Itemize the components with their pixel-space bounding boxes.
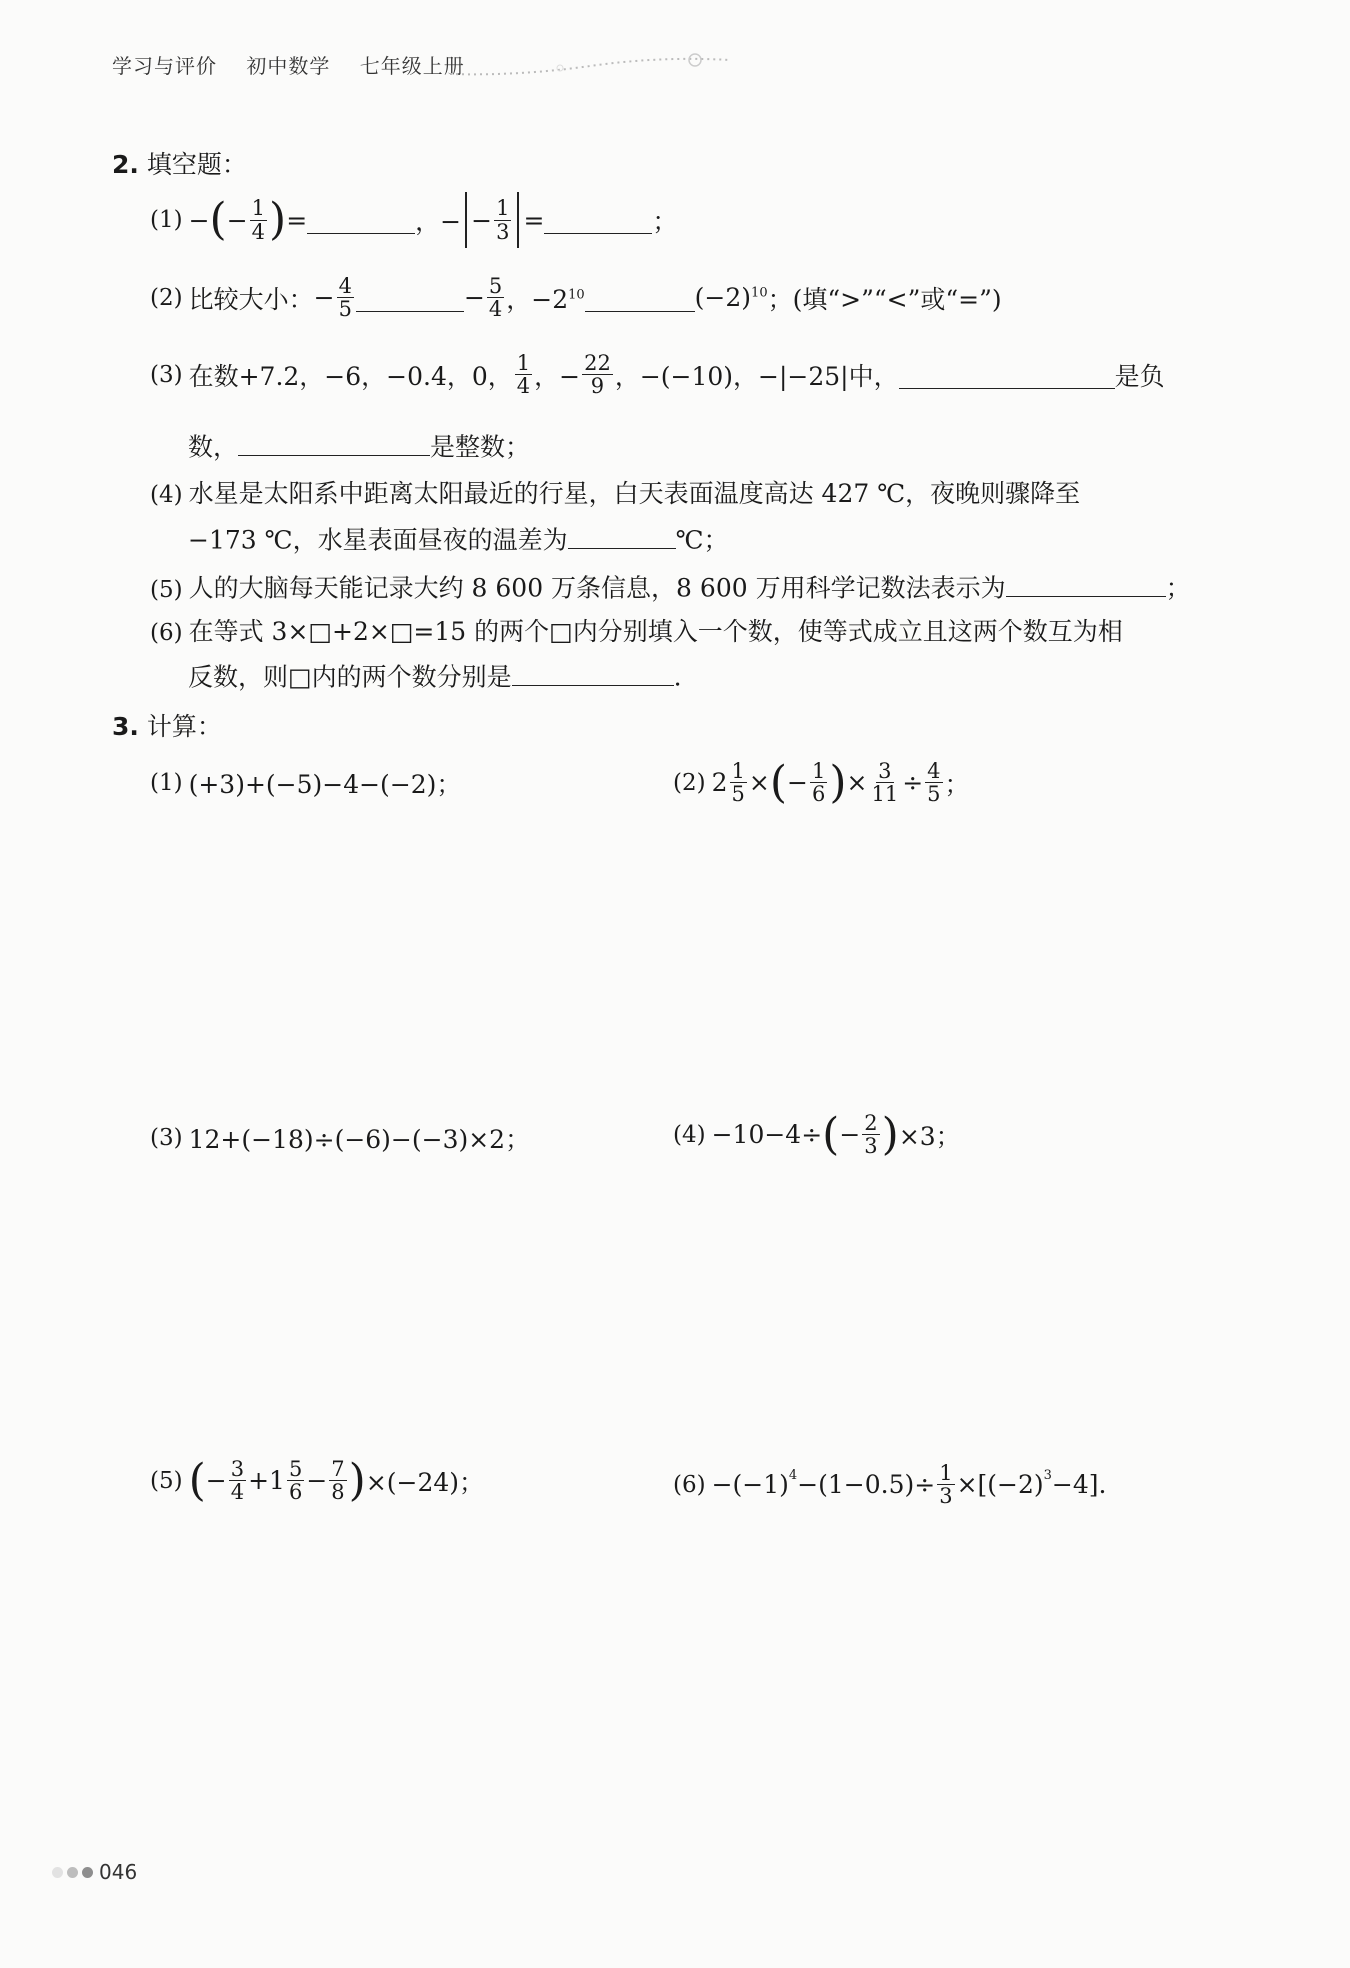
fraction: $\frac{2}{3}$ bbox=[864, 1111, 878, 1159]
fraction: $\frac{1}{4}$ bbox=[516, 351, 531, 399]
footer-dot-icon bbox=[82, 1867, 93, 1878]
footer-dot-icon bbox=[67, 1867, 78, 1878]
section-2-title: 填空题： bbox=[146, 150, 247, 179]
running-header bbox=[112, 50, 487, 79]
question-2-6-cont: 反数，则□内的两个数分别是 . bbox=[188, 657, 682, 694]
section-3-number: 3. bbox=[112, 712, 139, 741]
question-2-1: (1) − ( − $\frac{1}{4}$ ) = ，− − $\frac{1}{3}$ = ； bbox=[150, 192, 677, 248]
section-3-heading bbox=[112, 707, 222, 743]
answer-blank[interactable] bbox=[544, 206, 652, 235]
fraction: $\frac{1}{6}$ bbox=[811, 759, 826, 807]
fraction: $\frac{4}{5}$ bbox=[338, 274, 352, 322]
question-2-3-cont: 数， 是整数； bbox=[188, 427, 530, 464]
answer-blank[interactable] bbox=[307, 206, 415, 235]
answer-blank[interactable] bbox=[238, 427, 430, 456]
footer-dot-icon bbox=[52, 1867, 63, 1878]
fraction: $\frac{1}{3}$ bbox=[496, 196, 510, 244]
question-2-5: (5) 人的大脑每天能记录大约 8 600 万条信息，8 600 万用科学记数法表示为 ； bbox=[150, 568, 1191, 605]
fraction: $\frac{3}{11}$ bbox=[871, 759, 899, 807]
question-2-4-cont: −173 ℃，水星表面昼夜的温差为 ℃； bbox=[188, 520, 729, 557]
fraction: $\frac{7}{8}$ bbox=[331, 1457, 345, 1505]
fraction: $\frac{1}{3}$ bbox=[939, 1461, 953, 1509]
fraction: $\frac{5}{4}$ bbox=[488, 274, 503, 322]
question-2-4: (4) 水星是太阳系中距离太阳最近的行星，白天表面温度高达 427 ℃，夜晚则骤降至 bbox=[150, 479, 1081, 508]
answer-blank[interactable] bbox=[512, 657, 674, 686]
answer-blank[interactable] bbox=[568, 520, 676, 549]
section-2-number: 2. bbox=[112, 150, 139, 179]
question-2-2: (2) 比较大小： − $\frac{4}{5}$ − $\frac{5}{4}$ ，$-2^{10}$ $(-2)^{10}$ ；(填“>”“<”或“=”) bbox=[150, 274, 1002, 322]
question-2-6: (6) 在等式 3×□+2×□=15 的两个□内分别填入一个数，使等式成立且这两个数互为相 bbox=[150, 617, 1123, 646]
header-subject: 初中数学 bbox=[246, 54, 331, 78]
fraction: $\frac{5}{6}$ bbox=[288, 1457, 303, 1505]
header-dot-ornament bbox=[450, 52, 740, 82]
answer-blank[interactable] bbox=[1006, 568, 1166, 597]
problem-3-5: (5) ( − $\frac{3}{4}$ + 1 $\frac{5}{6}$ − $\frac{7}{8}$ ) ×(−24)； bbox=[150, 1454, 485, 1506]
problem-3-2: (2) 2 $\frac{1}{5}$ × ( − $\frac{1}{6}$ ) × $\frac{3}{11}$ ÷ $\frac{4}{5}$ ； bbox=[673, 756, 970, 808]
header-grade: 七年级上册 bbox=[359, 54, 465, 78]
problem-3-1: (1) (+3)+(−5)−4−(−2)； bbox=[150, 770, 462, 799]
header-book: 学习与评价 bbox=[112, 54, 217, 78]
section-2-heading bbox=[112, 145, 247, 181]
section-3-title: 计算： bbox=[146, 712, 222, 741]
answer-blank[interactable] bbox=[585, 283, 695, 312]
answer-blank[interactable] bbox=[356, 283, 464, 312]
fraction: $\frac{22}{9}$ bbox=[584, 351, 611, 399]
fraction: $\frac{1}{5}$ bbox=[731, 759, 745, 807]
problem-3-3: (3) 12+(−18)÷(−6)−(−3)×2； bbox=[150, 1125, 531, 1154]
problem-3-6: (6) −(−1) $^4$ −(1−0.5)÷ $\frac{1}{3}$ ×[(−2) $^3$ −4]. bbox=[673, 1461, 1107, 1509]
question-2-3: (3) 在数+7.2，−6，−0.4，0， $\frac{1}{4}$ ，− $\frac{22}{9}$ ，−(−10)，−|−25|中， 是负 bbox=[150, 351, 1165, 399]
fraction: $\frac{3}{4}$ bbox=[230, 1457, 245, 1505]
page-footer bbox=[52, 1860, 137, 1884]
fraction: $\frac{4}{5}$ bbox=[927, 759, 941, 807]
fraction: $\frac{1}{4}$ bbox=[251, 196, 266, 244]
page-number: 046 bbox=[99, 1860, 138, 1884]
problem-3-4: (4) −10−4÷ ( − $\frac{2}{3}$ ) ×3； bbox=[673, 1108, 961, 1160]
answer-blank[interactable] bbox=[899, 360, 1115, 389]
